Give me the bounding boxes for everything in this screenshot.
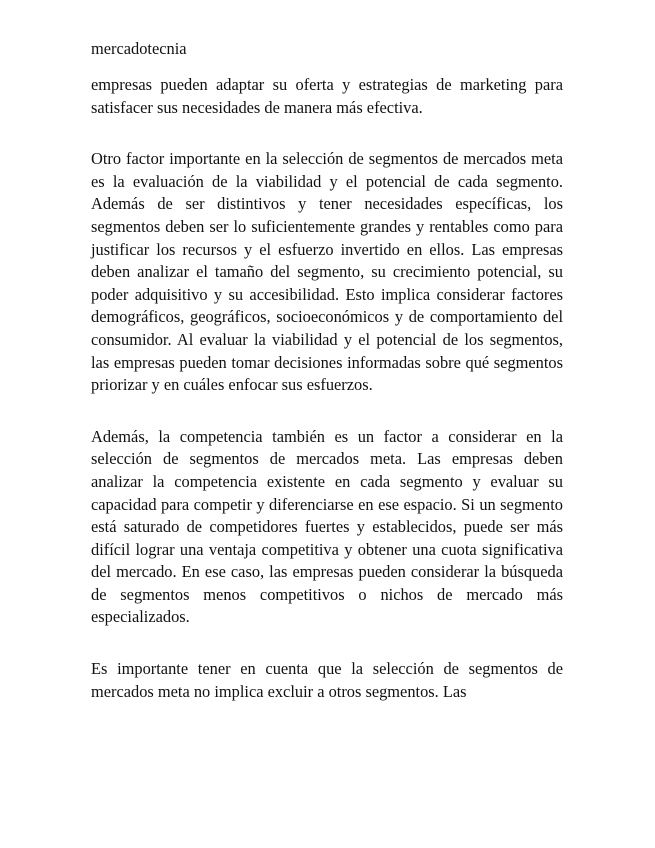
document-page <box>91 38 563 703</box>
paragraph-competition: Además, la competencia también es un factor a considerar en la selección de segmentos de mercados meta. Las empresas deben analizar la competencia existente en cada segmento y evaluar su capacidad para competir y diferenciarse en ese espacio. Si un segmento está saturado de competidores fuertes y establecidos, puede ser más difícil lograr una ventaja competitiva y obtener una cuota significativa del mercado. En ese caso, las empresas pueden considerar la búsqueda de segmentos menos competitivos o nichos de mercado más especializados. <box>91 426 563 627</box>
paragraph-selection-note: Es importante tener en cuenta que la selección de segmentos de mercados meta no implica excluir a otros segmentos. Las <box>91 659 563 701</box>
running-header: mercadotecnia <box>91 39 187 58</box>
paragraph-viability: Otro factor importante en la selección de segmentos de mercados meta es la evaluación de la viabilidad y el potencial de cada segmento. Además de ser distintivos y tener necesidades específicas, los segmentos deben ser lo suficientemente grandes y rentables como para justificar los recursos y el esfuerzo invertido en ellos. Las empresas deben analizar el tamaño del segmento, su crecimiento potencial, su poder adquisitivo y su accesibilidad. Esto implica considerar factores demográficos, geográficos, socioeconómicos y de comportamiento del consumidor. Al evaluar la viabilidad y el potencial de los segmentos, las empresas pueden tomar decisiones informadas sobre qué segmentos priorizar y en cuáles enfocar sus esfuerzos. <box>91 149 563 395</box>
paragraph-continuation: empresas pueden adaptar su oferta y estrategias de marketing para satisfacer sus necesidades de manera más efectiva. <box>91 75 563 117</box>
